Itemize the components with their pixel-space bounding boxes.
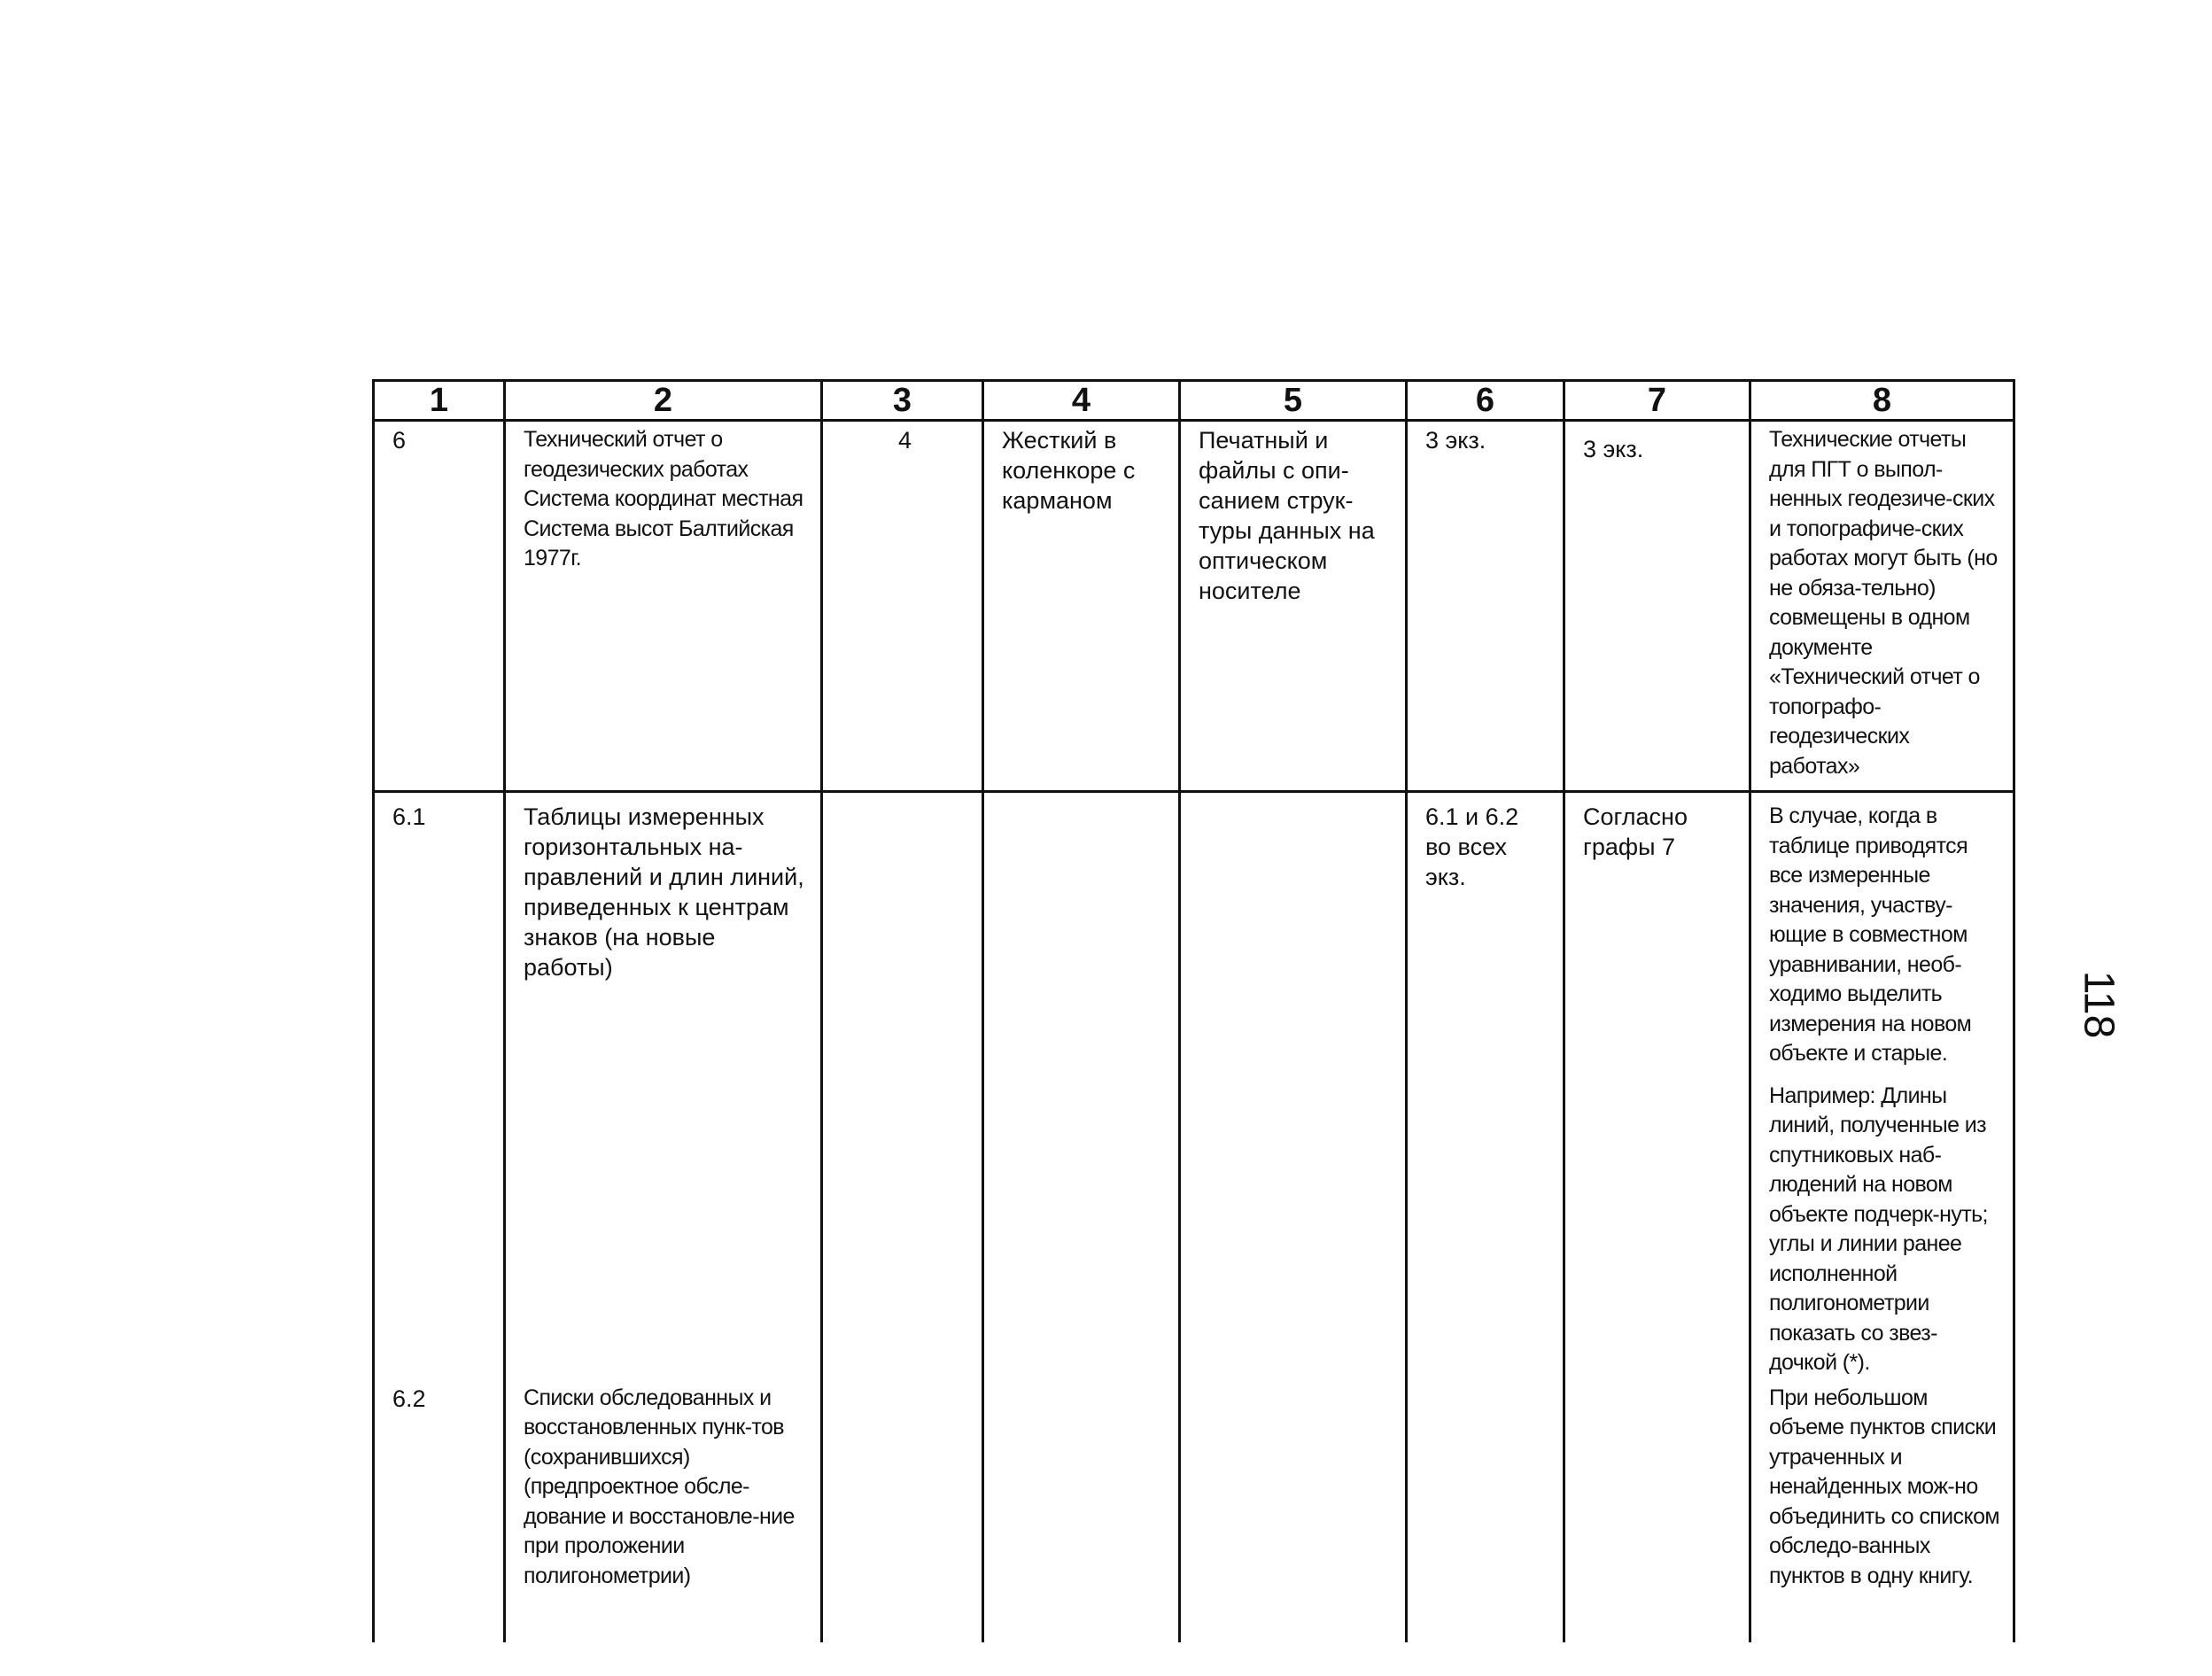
- column-header: 4: [983, 381, 1180, 421]
- table-cell: [1180, 792, 1407, 1380]
- column-header: 1: [374, 381, 505, 421]
- table-cell: 4: [822, 421, 983, 792]
- row-number-cell: 6: [374, 421, 505, 792]
- column-header: 8: [1750, 381, 2014, 421]
- document-name-cell: Таблицы измеренных горизонтальных на-правлений и длин линий, приведенных к центрам знаков (на новые работы): [505, 792, 822, 1380]
- table-row: [374, 421, 2014, 792]
- table-cell: [983, 1380, 1180, 1642]
- document-table: [372, 379, 2015, 1642]
- table-header-row: [374, 381, 2014, 421]
- note-cell: [1750, 792, 2014, 1380]
- column-header: 2: [505, 381, 822, 421]
- column-header: 6: [1407, 381, 1564, 421]
- table-cell: [983, 792, 1180, 1380]
- note-cell: [1750, 421, 2014, 792]
- note-text: При небольшом объеме пунктов списки утраченных и ненайденных мож-но объединить со списком обследо-ванных пунктов в одну книгу.: [1769, 1385, 1999, 1588]
- copies-cell: 6.1 и 6.2 во всех экз.: [1407, 792, 1564, 1380]
- table-cell: [1564, 1380, 1750, 1642]
- column-header: 7: [1564, 381, 1750, 421]
- table-row: [374, 1380, 2014, 1642]
- document-name-cell: Технический отчет о геодезических работах Система координат местная Система высот Балтийская 1977г.: [505, 421, 822, 792]
- table-cell: [822, 792, 983, 1380]
- note-text: Технические отчеты для ПГТ о выпол-ненных геодезиче-ских и топографиче-ских работах могут быть (но не обяза-тельно) совмещены в одном документе «Технический отчет о топографо-геодезических работах»: [1769, 427, 1998, 779]
- copies-cell: 3 экз.: [1564, 421, 1750, 792]
- note-text: Например: Длины линий, полученные из спутниковых наб-людений на новом объекте подчерк-нуть; углы и линии ранее исполненной полигонометрии показать со звез-дочкой (*).: [1769, 1082, 1988, 1375]
- note-text: В случае, когда в таблице приводятся все измеренные значения, участву-ющие в совместном уравнивании, необ-ходимо выделить измерения на новом объекте и старые.: [1769, 803, 1972, 1066]
- page-number: 118: [2075, 970, 2123, 1039]
- note-cell: [1750, 1380, 2014, 1642]
- format-cell: Печатный и файлы с опи-санием струк-туры данных на оптическом носителе: [1180, 421, 1407, 792]
- copies-cell: 3 экз.: [1407, 421, 1564, 792]
- binding-cell: Жесткий в коленкоре с карманом: [983, 421, 1180, 792]
- row-number-cell: 6.2: [374, 1380, 505, 1642]
- table-cell: [1407, 1380, 1564, 1642]
- table-cell: [1180, 1380, 1407, 1642]
- column-header: 5: [1180, 381, 1407, 421]
- copies-cell: Согласно графы 7: [1564, 792, 1750, 1380]
- column-header: 3: [822, 381, 983, 421]
- row-number-cell: 6.1: [374, 792, 505, 1380]
- document-name-cell: Списки обследованных и восстановленных пунк-тов (сохранившихся) (предпроектное обсле-дование и восстановле-ние при проложении полигонометрии): [505, 1380, 822, 1642]
- table-row: [374, 792, 2014, 1380]
- table-cell: [822, 1380, 983, 1642]
